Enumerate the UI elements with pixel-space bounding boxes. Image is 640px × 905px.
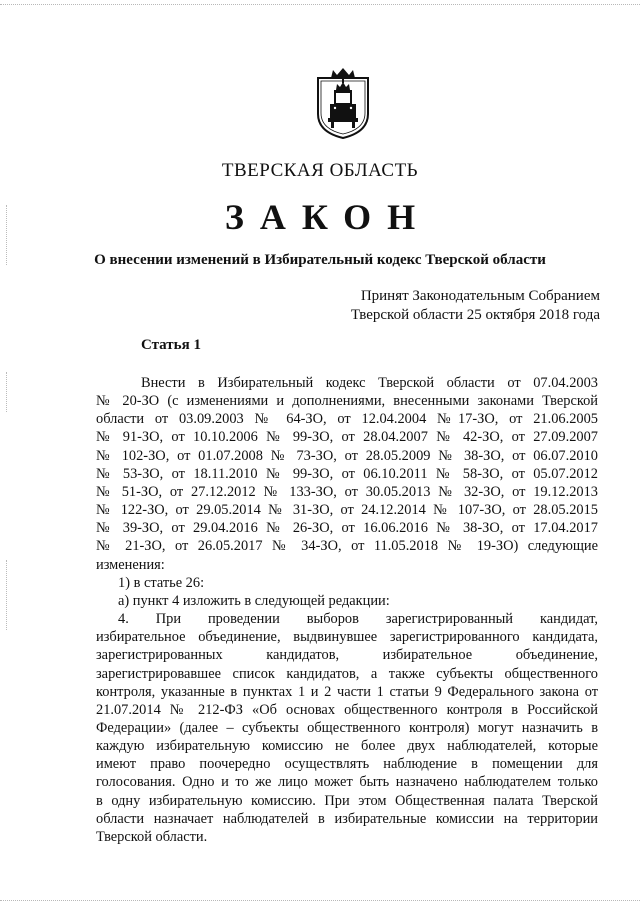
scan-margin-mark [6, 560, 7, 630]
adoption-note-line: Тверской области 25 октября 2018 года [350, 307, 600, 323]
text-line: № 21-ЗО, от 26.05.2017 № 34-ЗО, от 11.05.2018 № 19-ЗО) следующие [96, 538, 598, 555]
text-line: контроля, указанные в пунктах 1 и 2 части 1 статьи 9 Федерального закона от [96, 683, 598, 700]
region-name: ТВЕРСКАЯ ОБЛАСТЬ [221, 160, 419, 181]
adoption-note-line: Принят Законодательным Собранием [360, 288, 600, 304]
text-line: каждую избирательную комиссию не более двух наблюдателей, которые [96, 738, 598, 755]
text-line: Внести в Избирательный кодекс Тверской области от 07.04.2003 [141, 375, 598, 391]
text-line: области от 03.09.2003 № 64-ЗО, от 12.04.2004 №17-ЗО, от 21.06.2005 [96, 411, 598, 428]
text-line: изменения: [96, 556, 165, 573]
scan-edge-bottom [0, 900, 640, 901]
text-line: № 53-ЗО, от 18.11.2010 № 99-ЗО, от 06.10.2011 № 58-ЗО, от 05.07.2012 [96, 465, 598, 482]
scan-margin-mark [6, 372, 7, 412]
text-line: области назначает наблюдателей в избирательные комиссии на территории [96, 810, 598, 827]
text-line: 21.07.2014 № 212-ФЗ «Об основах общественного контроля в Российской [96, 701, 598, 718]
scan-edge-top [0, 4, 640, 5]
text-line: 4. При проведении выборов зарегистрированный кандидат, [118, 611, 598, 628]
text-line: № 122-ЗО, от 29.05.2014 № 31-ЗО, от 24.12.2014 № 107-ЗО, от 28.05.2015 [96, 502, 598, 519]
text-line: в одну избирательную комиссию. При этом Общественная палата Тверской [96, 792, 598, 809]
text-line: а) пункт 4 изложить в следующей редакции: [118, 592, 390, 609]
text-line: избирательное объединение, выдвинувшее зарегистрированного кандидата, [96, 629, 598, 646]
text-line: № 20-ЗО (с изменениями и дополнениями, внесенными законами Тверской [96, 393, 598, 410]
text-line: № 102-ЗО, от 01.07.2008 № 73-ЗО, от 28.05.2009 № 38-ЗО, от 06.07.2010 [96, 447, 598, 464]
document-type-title: ЗАКОН [224, 197, 432, 237]
law-subtitle: О внесении изменений в Избирательный кодекс Тверской области [94, 252, 546, 268]
text-line: № 39-ЗО, от 29.04.2016 № 26-ЗО, от 16.06.2016 № 38-ЗО, от 17.04.2017 [96, 520, 598, 537]
text-line: зарегистрировавшее список кандидатов, а также субъекты общественного [96, 665, 598, 682]
text-line: Федерации» (далее – субъекты общественного контроля) могут назначить в [96, 719, 598, 736]
text-line: зарегистрированных кандидатов, избирательное объединение, [96, 647, 598, 664]
text-line: Тверской области. [96, 828, 208, 845]
article-heading: Статья 1 [141, 337, 201, 353]
text-line: имеют право поочередно осуществлять наблюдение в помещении для [96, 756, 598, 773]
adoption-note [351, 287, 600, 325]
article-body [96, 374, 598, 846]
text-line: голосования. Одно и то же лицо может быть назначено наблюдателем только [96, 774, 598, 791]
text-line: № 91-ЗО, от 10.10.2006 № 99-ЗО, от 28.04.2007 № 42-ЗО, от 27.09.2007 [96, 429, 598, 446]
coat-of-arms-emblem [315, 66, 371, 140]
text-line: № 51-ЗО, от 27.12.2012 № 133-ЗО, от 30.05.2013 № 32-ЗО, от 19.12.2013 [96, 483, 598, 500]
text-line: 1) в статье 26: [118, 574, 205, 591]
